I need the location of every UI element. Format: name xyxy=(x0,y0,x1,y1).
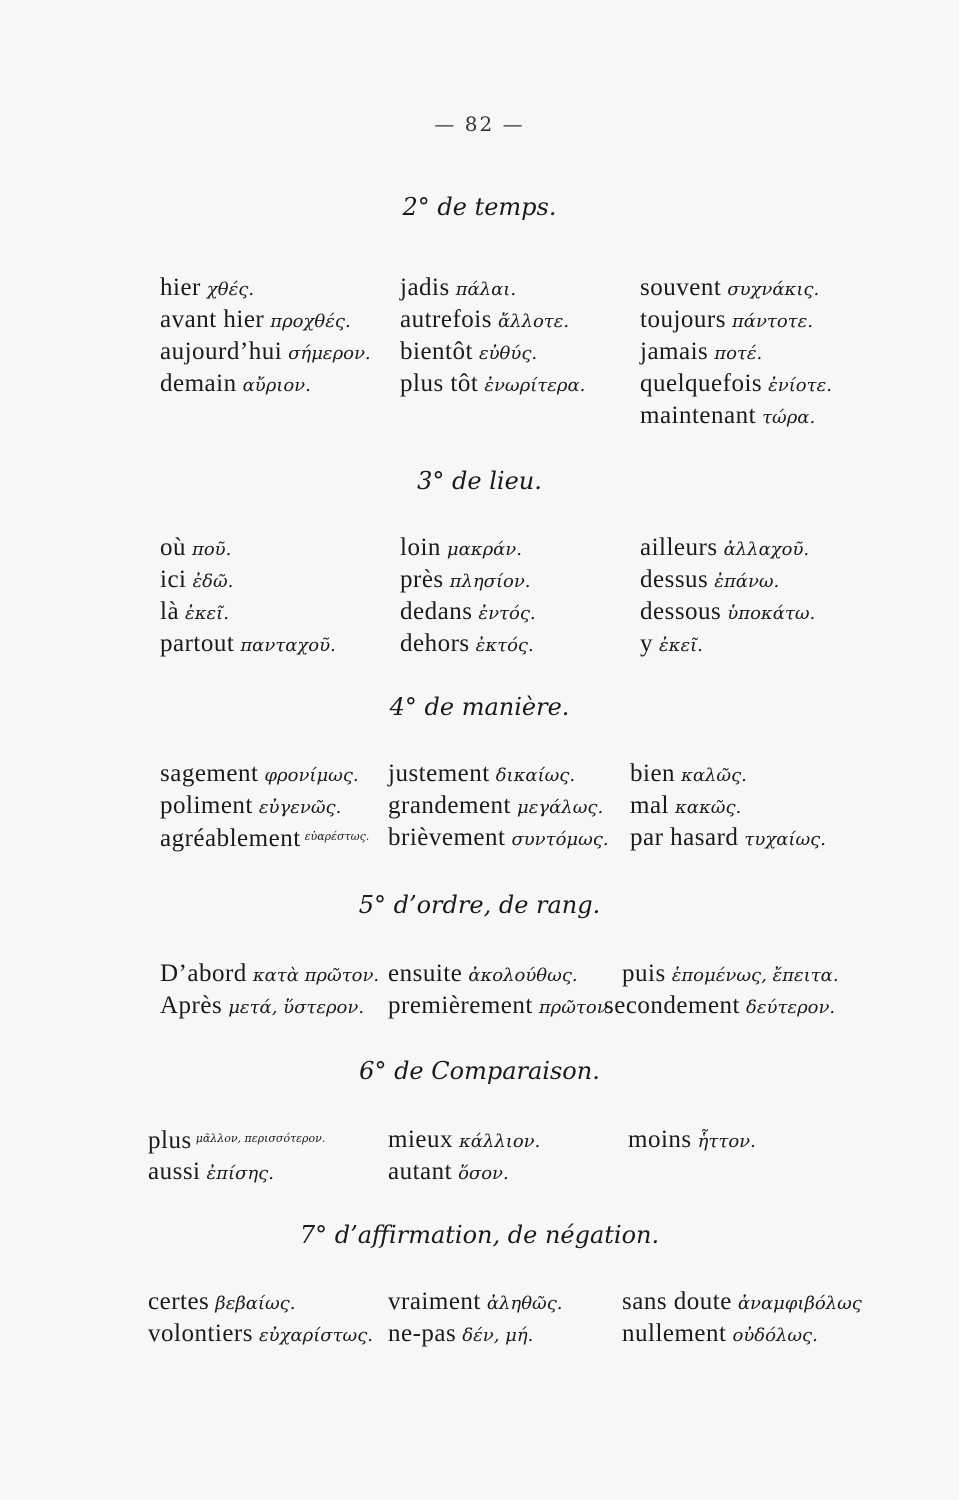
french-word: loin xyxy=(400,534,441,561)
greek-word: ἐπάνω. xyxy=(714,571,780,592)
vocab-entry xyxy=(640,398,815,435)
french-word: bientôt xyxy=(400,338,473,365)
greek-word: μᾶλλον, περισσότερον. xyxy=(195,1132,326,1145)
french-word: sans doute xyxy=(622,1288,732,1315)
vocab-row xyxy=(0,594,959,628)
french-word: aussi xyxy=(148,1158,201,1185)
french-word: dedans xyxy=(400,598,473,625)
french-word: autrefois xyxy=(400,306,492,333)
french-word: dessus xyxy=(640,566,709,593)
vocab-entry xyxy=(630,820,826,857)
greek-word: χθές. xyxy=(206,279,255,300)
vocab-entry xyxy=(148,1122,325,1158)
french-word: mal xyxy=(630,792,669,819)
vocab-row xyxy=(0,366,959,400)
french-word: justement xyxy=(388,760,490,787)
vocab-entry xyxy=(388,820,609,857)
greek-word: ἐντός. xyxy=(478,603,536,624)
greek-word: προχθές. xyxy=(270,311,351,332)
french-word: jamais xyxy=(640,338,709,365)
vocab-entry xyxy=(604,988,835,1025)
greek-word: μετά, ὕστερον. xyxy=(228,997,365,1018)
greek-word: πρῶτον. xyxy=(538,997,614,1018)
french-word: hier xyxy=(160,274,201,301)
french-word: là xyxy=(160,598,180,625)
vocab-entry xyxy=(160,626,336,663)
vocab-entry xyxy=(160,820,369,856)
french-word: plus xyxy=(148,1127,192,1154)
greek-word: εὐθύς. xyxy=(478,343,538,364)
greek-word: τυχαίως. xyxy=(744,829,826,850)
section-title-maniere: 4° de manière. xyxy=(389,693,570,721)
vocab-row xyxy=(0,1122,959,1156)
vocab-entry xyxy=(640,626,703,663)
vocab-entry xyxy=(148,1154,274,1191)
greek-word: εὐχαρίστως. xyxy=(259,1325,374,1346)
vocab-row xyxy=(0,1316,959,1350)
french-word: volontiers xyxy=(148,1320,253,1347)
vocab-entry xyxy=(388,1154,509,1191)
vocab-entry xyxy=(148,1316,373,1353)
greek-word: συντόμως. xyxy=(511,829,609,850)
vocab-row xyxy=(0,956,959,990)
french-word: brièvement xyxy=(388,824,506,851)
greek-word: μακράν. xyxy=(446,539,522,560)
greek-word: δέν, μή. xyxy=(462,1325,534,1346)
greek-word: μεγάλως. xyxy=(517,797,604,818)
page-number: — 82 — xyxy=(434,112,525,136)
french-word: secondement xyxy=(604,992,741,1019)
greek-word: αὔριον. xyxy=(242,375,311,396)
greek-word: ἀναμφιβόλως xyxy=(737,1293,862,1314)
vocab-row xyxy=(0,988,959,1022)
vocab-entry xyxy=(388,988,613,1025)
vocab-row xyxy=(0,562,959,596)
greek-word: οὐδόλως. xyxy=(732,1325,818,1346)
french-word: jadis xyxy=(400,274,450,301)
greek-word: βεβαίως. xyxy=(215,1293,296,1314)
greek-word: φρονίμως. xyxy=(264,765,359,786)
french-word: agréablement xyxy=(160,825,301,852)
french-word: ensuite xyxy=(388,960,463,987)
greek-word: τώρα. xyxy=(762,407,816,428)
greek-word: καλῶς. xyxy=(681,765,747,786)
french-word: ne-pas xyxy=(388,1320,457,1347)
vocab-row xyxy=(0,1154,959,1188)
french-word: plus tôt xyxy=(400,370,479,397)
french-word: poliment xyxy=(160,792,253,819)
greek-word: ὑποκάτω. xyxy=(727,603,816,624)
french-word: moins xyxy=(628,1126,692,1153)
french-word: toujours xyxy=(640,306,726,333)
vocab-row xyxy=(0,1284,959,1318)
french-word: certes xyxy=(148,1288,210,1315)
vocab-entry xyxy=(622,1316,818,1353)
greek-word: ἀληθῶς. xyxy=(486,1293,563,1314)
french-word: grandement xyxy=(388,792,512,819)
vocab-row xyxy=(0,398,959,432)
greek-word: πάλαι. xyxy=(455,279,517,300)
french-word: D’abord xyxy=(160,960,247,987)
vocab-row xyxy=(0,302,959,336)
greek-word: σήμερον. xyxy=(288,343,371,364)
section-title-lieu: 3° de lieu. xyxy=(417,467,542,495)
section-title-ordre: 5° d’ordre, de rang. xyxy=(358,891,601,919)
greek-word: ἄλλοτε. xyxy=(497,311,570,332)
greek-word: ἑπομένως, ἔπειτα. xyxy=(671,965,839,986)
greek-word: ἐπίσης. xyxy=(206,1163,274,1184)
french-word: où xyxy=(160,534,186,561)
french-word: aujourd’hui xyxy=(160,338,283,365)
greek-word: ὅσον. xyxy=(458,1163,509,1184)
greek-word: ἐνίοτε. xyxy=(768,375,832,396)
greek-word: κατὰ πρῶτον. xyxy=(252,965,380,986)
greek-word: ἀλλαχοῦ. xyxy=(723,539,810,560)
french-word: maintenant xyxy=(640,402,757,429)
french-word: sagement xyxy=(160,760,259,787)
greek-word: δεύτερον. xyxy=(746,997,836,1018)
french-word: ailleurs xyxy=(640,534,718,561)
section-title-affirmation: 7° d’affirmation, de négation. xyxy=(299,1221,660,1249)
greek-word: ἐκεῖ. xyxy=(185,603,229,624)
greek-word: δικαίως. xyxy=(495,765,576,786)
french-word: mieux xyxy=(388,1126,453,1153)
french-word: ici xyxy=(160,566,187,593)
vocab-row xyxy=(0,334,959,368)
greek-word: κάλλιον. xyxy=(459,1131,541,1152)
greek-word: κακῶς. xyxy=(675,797,742,818)
greek-word: ἐδῶ. xyxy=(192,571,234,592)
greek-word: πανταχοῦ. xyxy=(240,635,336,656)
greek-word: ποῦ. xyxy=(192,539,232,560)
french-word: quelquefois xyxy=(640,370,763,397)
french-word: bien xyxy=(630,760,676,787)
french-word: dehors xyxy=(400,630,470,657)
vocab-entry xyxy=(400,626,534,663)
french-word: puis xyxy=(622,960,666,987)
vocab-entry xyxy=(160,988,364,1025)
vocab-row xyxy=(0,270,959,304)
greek-word: εὐγενῶς. xyxy=(258,797,342,818)
greek-word: πάντοτε. xyxy=(731,311,814,332)
greek-word: ἧττον. xyxy=(697,1131,756,1152)
greek-word: εὐαρέστως. xyxy=(304,830,370,843)
french-word: avant hier xyxy=(160,306,265,333)
vocab-row xyxy=(0,530,959,564)
section-title-temps: 2° de temps. xyxy=(402,193,557,221)
vocab-row xyxy=(0,626,959,660)
greek-word: ποτέ. xyxy=(714,343,763,364)
vocab-entry xyxy=(388,1316,533,1353)
french-word: Après xyxy=(160,992,223,1019)
french-word: partout xyxy=(160,630,235,657)
vocab-row xyxy=(0,788,959,822)
greek-word: ἐκεῖ. xyxy=(659,635,703,656)
french-word: autant xyxy=(388,1158,453,1185)
greek-word: συχνάκις. xyxy=(727,279,820,300)
greek-word: ἐνωρίτερα. xyxy=(484,375,586,396)
french-word: près xyxy=(400,566,444,593)
french-word: vraiment xyxy=(388,1288,481,1315)
french-word: nullement xyxy=(622,1320,727,1347)
french-word: souvent xyxy=(640,274,722,301)
section-title-comparaison: 6° de Comparaison. xyxy=(359,1057,600,1085)
french-word: premièrement xyxy=(388,992,533,1019)
french-word: par hasard xyxy=(630,824,739,851)
french-word: dessous xyxy=(640,598,722,625)
vocab-row xyxy=(0,820,959,854)
vocab-row xyxy=(0,756,959,790)
greek-word: ἀκολούθως. xyxy=(468,965,578,986)
french-word: y xyxy=(640,630,653,657)
greek-word: πλησίον. xyxy=(449,571,531,592)
french-word: demain xyxy=(160,370,237,397)
greek-word: ἐκτός. xyxy=(475,635,534,656)
